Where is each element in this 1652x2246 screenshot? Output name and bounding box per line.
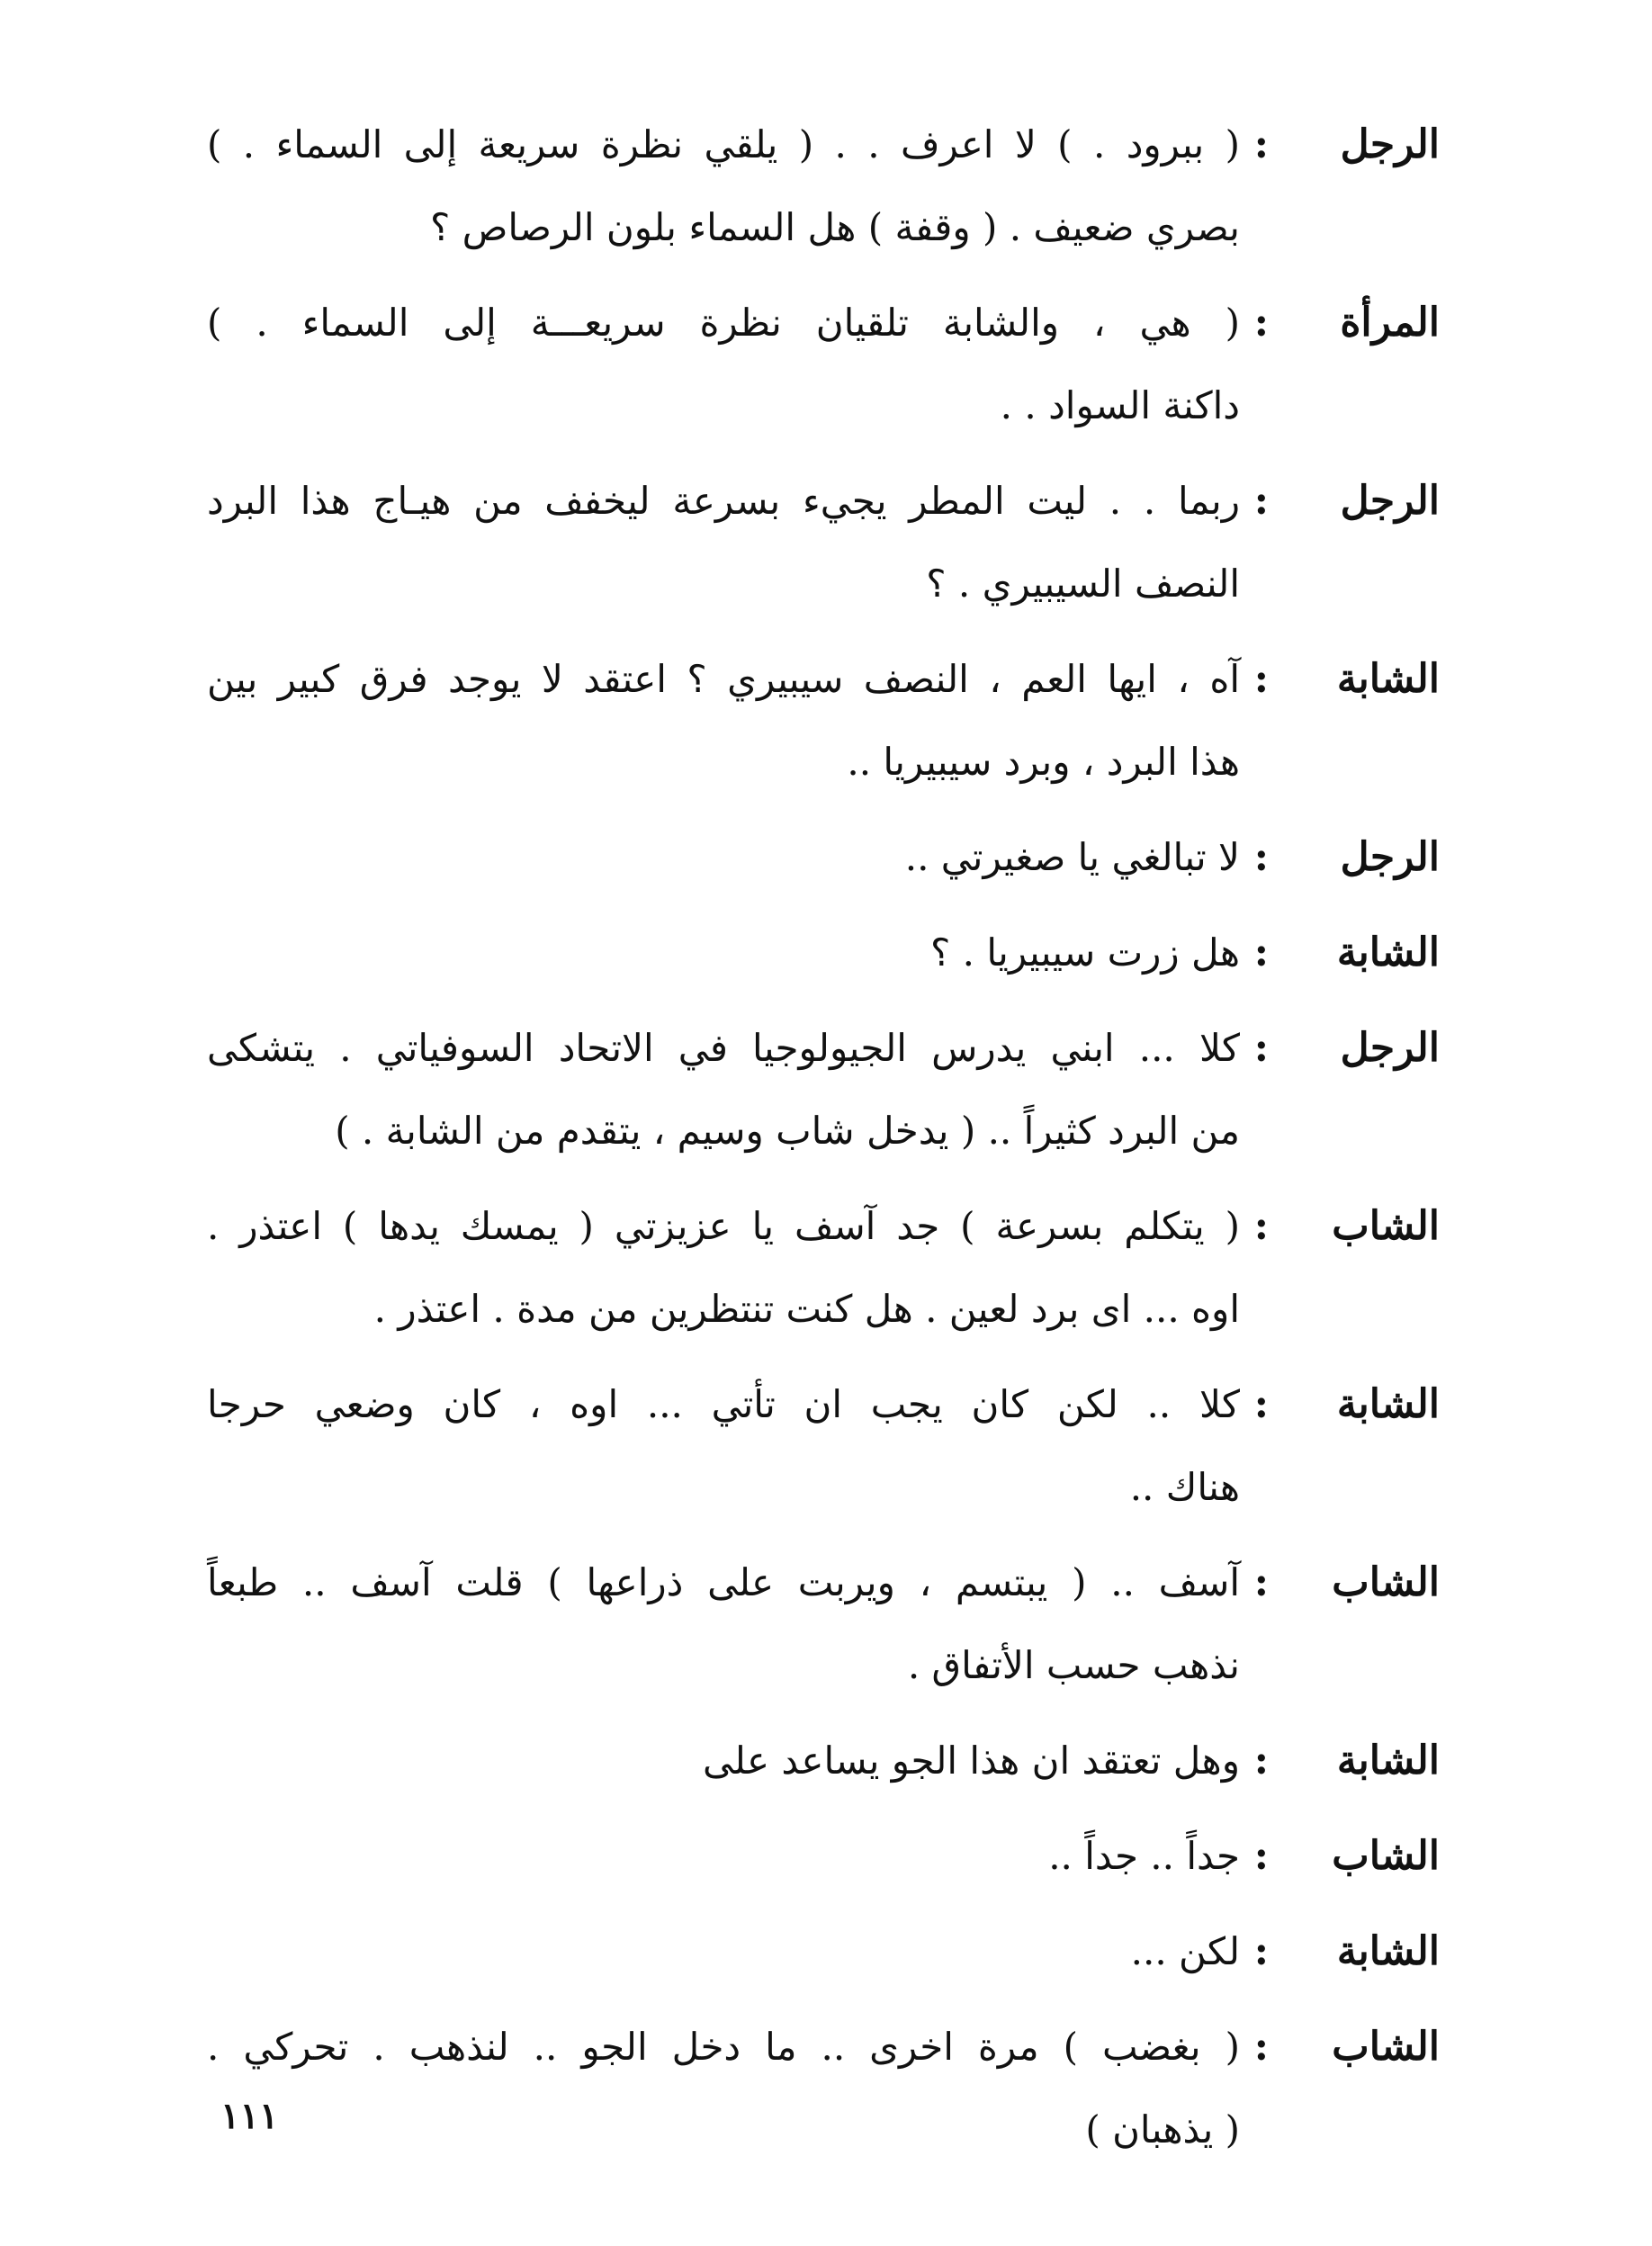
speaker-colon: :: [1253, 300, 1269, 346]
dialogue-entry: [207, 1185, 1440, 1351]
speaker-name: الرجل: [1340, 834, 1440, 880]
speaker-colon: :: [1253, 834, 1269, 880]
play-dialogue: [207, 103, 1440, 2184]
dialogue-lines: [207, 816, 1240, 899]
speaker-name: الشاب: [1332, 1203, 1440, 1249]
dialogue-line: لكن ...: [1130, 1929, 1240, 1973]
dialogue-entry: [207, 638, 1440, 804]
dialogue-lines: [207, 1720, 1240, 1802]
dialogue-line: لا تبالغي يا صغيرتي ..: [904, 835, 1240, 879]
dialogue-entry: [207, 912, 1440, 994]
dialogue-lines: [207, 912, 1240, 994]
speaker-name: الشاب: [1332, 2024, 1440, 2070]
speaker-colon: :: [1253, 1559, 1269, 1605]
speaker-colon: :: [1253, 2024, 1269, 2070]
dialogue-line: ( بغضب ) مرة اخرى .. ما دخل الجو .. لنذهب . تحركي .: [207, 2025, 1240, 2069]
dialogue-entry: [207, 2006, 1440, 2171]
dialogue-entry: [207, 1363, 1440, 1529]
speaker-colon: :: [1253, 121, 1269, 167]
dialogue-line: نذهب حسب الأتفاق .: [907, 1643, 1240, 1687]
speaker-name: الشابة: [1336, 1738, 1440, 1783]
dialogue-line: داكنة السواد . .: [1000, 383, 1240, 427]
speaker-colon: :: [1253, 478, 1269, 524]
dialogue-lines: [207, 103, 1240, 269]
dialogue-entry: [207, 460, 1440, 625]
speaker-name: الشابة: [1336, 1381, 1440, 1427]
dialogue-line: آسف .. ( يبتسم ، ويربت على ذراعها ) قلت آسف .. طبعاً: [207, 1560, 1240, 1604]
dialogue-line: ربما . . ليت المطر يجيء بسرعة ليخفف من هيـاج هذا البرد: [207, 479, 1240, 523]
dialogue-line: اوه ... اى برد لعين . هل كنت تنتظرين من مدة . اعتذر .: [373, 1287, 1240, 1331]
dialogue-line: كلا .. لكن كان يجب ان تأتي ... اوه ، كان وضعي حرجا: [207, 1382, 1240, 1426]
dialogue-line: جداً .. جداً ..: [1048, 1834, 1240, 1878]
dialogue-lines: [207, 460, 1240, 625]
dialogue-lines: [207, 1185, 1240, 1351]
dialogue-lines: [207, 638, 1240, 804]
dialogue-line: ( ببرود . ) لا اعرف . . ( يلقي نظرة سريعة إلى السماء . ): [207, 122, 1240, 166]
speaker-name: الرجل: [1340, 1025, 1440, 1071]
dialogue-line: ( يتكلم بسرعة ) جد آسف يا عزيزتي ( يمسك يدها ) اعتذر .: [207, 1204, 1240, 1248]
dialogue-entry: [207, 103, 1440, 269]
dialogue-line: النصف السيبيري . ؟: [926, 562, 1240, 606]
speaker-colon: :: [1253, 1203, 1269, 1249]
dialogue-entry: [207, 282, 1440, 447]
speaker-colon: :: [1253, 930, 1269, 975]
speaker-name: الرجل: [1340, 478, 1440, 524]
speaker-colon: :: [1253, 1738, 1269, 1783]
speaker-colon: :: [1253, 1833, 1269, 1879]
dialogue-line: ( هي ، والشابة تلقيان نظرة سريعـــة إلى السماء . ): [207, 301, 1241, 345]
dialogue-line: هذا البرد ، وبرد سيبيريا ..: [847, 740, 1240, 784]
dialogue-lines: [207, 1815, 1240, 1898]
speaker-name: الشابة: [1336, 656, 1440, 702]
dialogue-line: ( يذهبان ): [1085, 2107, 1240, 2152]
dialogue-entry: [207, 816, 1440, 899]
dialogue-line: آه ، ايها العم ، النصف سيبيري ؟ اعتقد لا يوجد فرق كبير بين: [207, 657, 1240, 701]
dialogue-lines: [207, 1007, 1240, 1172]
dialogue-line: هناك ..: [1129, 1465, 1240, 1509]
dialogue-line: كلا ... ابني يدرس الجيولوجيا في الاتحاد السوفياتي . يتشكى: [207, 1026, 1240, 1070]
dialogue-lines: [207, 1541, 1240, 1707]
speaker-colon: :: [1253, 1025, 1269, 1071]
dialogue-lines: [207, 1363, 1240, 1529]
speaker-colon: :: [1253, 1381, 1269, 1427]
dialogue-line: بصري ضعيف . ( وقفة ) هل السماء بلون الرصاص ؟: [429, 205, 1240, 249]
dialogue-line: من البرد كثيراً .. ( يدخل شاب وسيم ، يتقدم من الشابة . ): [335, 1109, 1240, 1153]
dialogue-entry: [207, 1910, 1440, 1993]
speaker-name: الشاب: [1332, 1833, 1440, 1879]
dialogue-entry: [207, 1720, 1440, 1802]
dialogue-lines: [207, 2006, 1240, 2171]
speaker-colon: :: [1253, 656, 1269, 702]
dialogue-lines: [207, 282, 1240, 447]
speaker-name: الشابة: [1336, 1928, 1440, 1974]
page-number: ١١١: [220, 2095, 279, 2137]
speaker-name: الرجل: [1340, 121, 1440, 167]
dialogue-lines: [207, 1910, 1240, 1993]
speaker-name: الشاب: [1332, 1559, 1440, 1605]
dialogue-entry: [207, 1007, 1440, 1172]
speaker-name: الشابة: [1336, 930, 1440, 975]
dialogue-line: هل زرت سيبيريا . ؟: [930, 930, 1240, 975]
dialogue-entry: [207, 1815, 1440, 1898]
dialogue-line: وهل تعتقد ان هذا الجو يساعد على: [703, 1738, 1240, 1783]
speaker-name: المرأة: [1340, 300, 1440, 346]
dialogue-entry: [207, 1541, 1440, 1707]
speaker-colon: :: [1253, 1928, 1269, 1974]
